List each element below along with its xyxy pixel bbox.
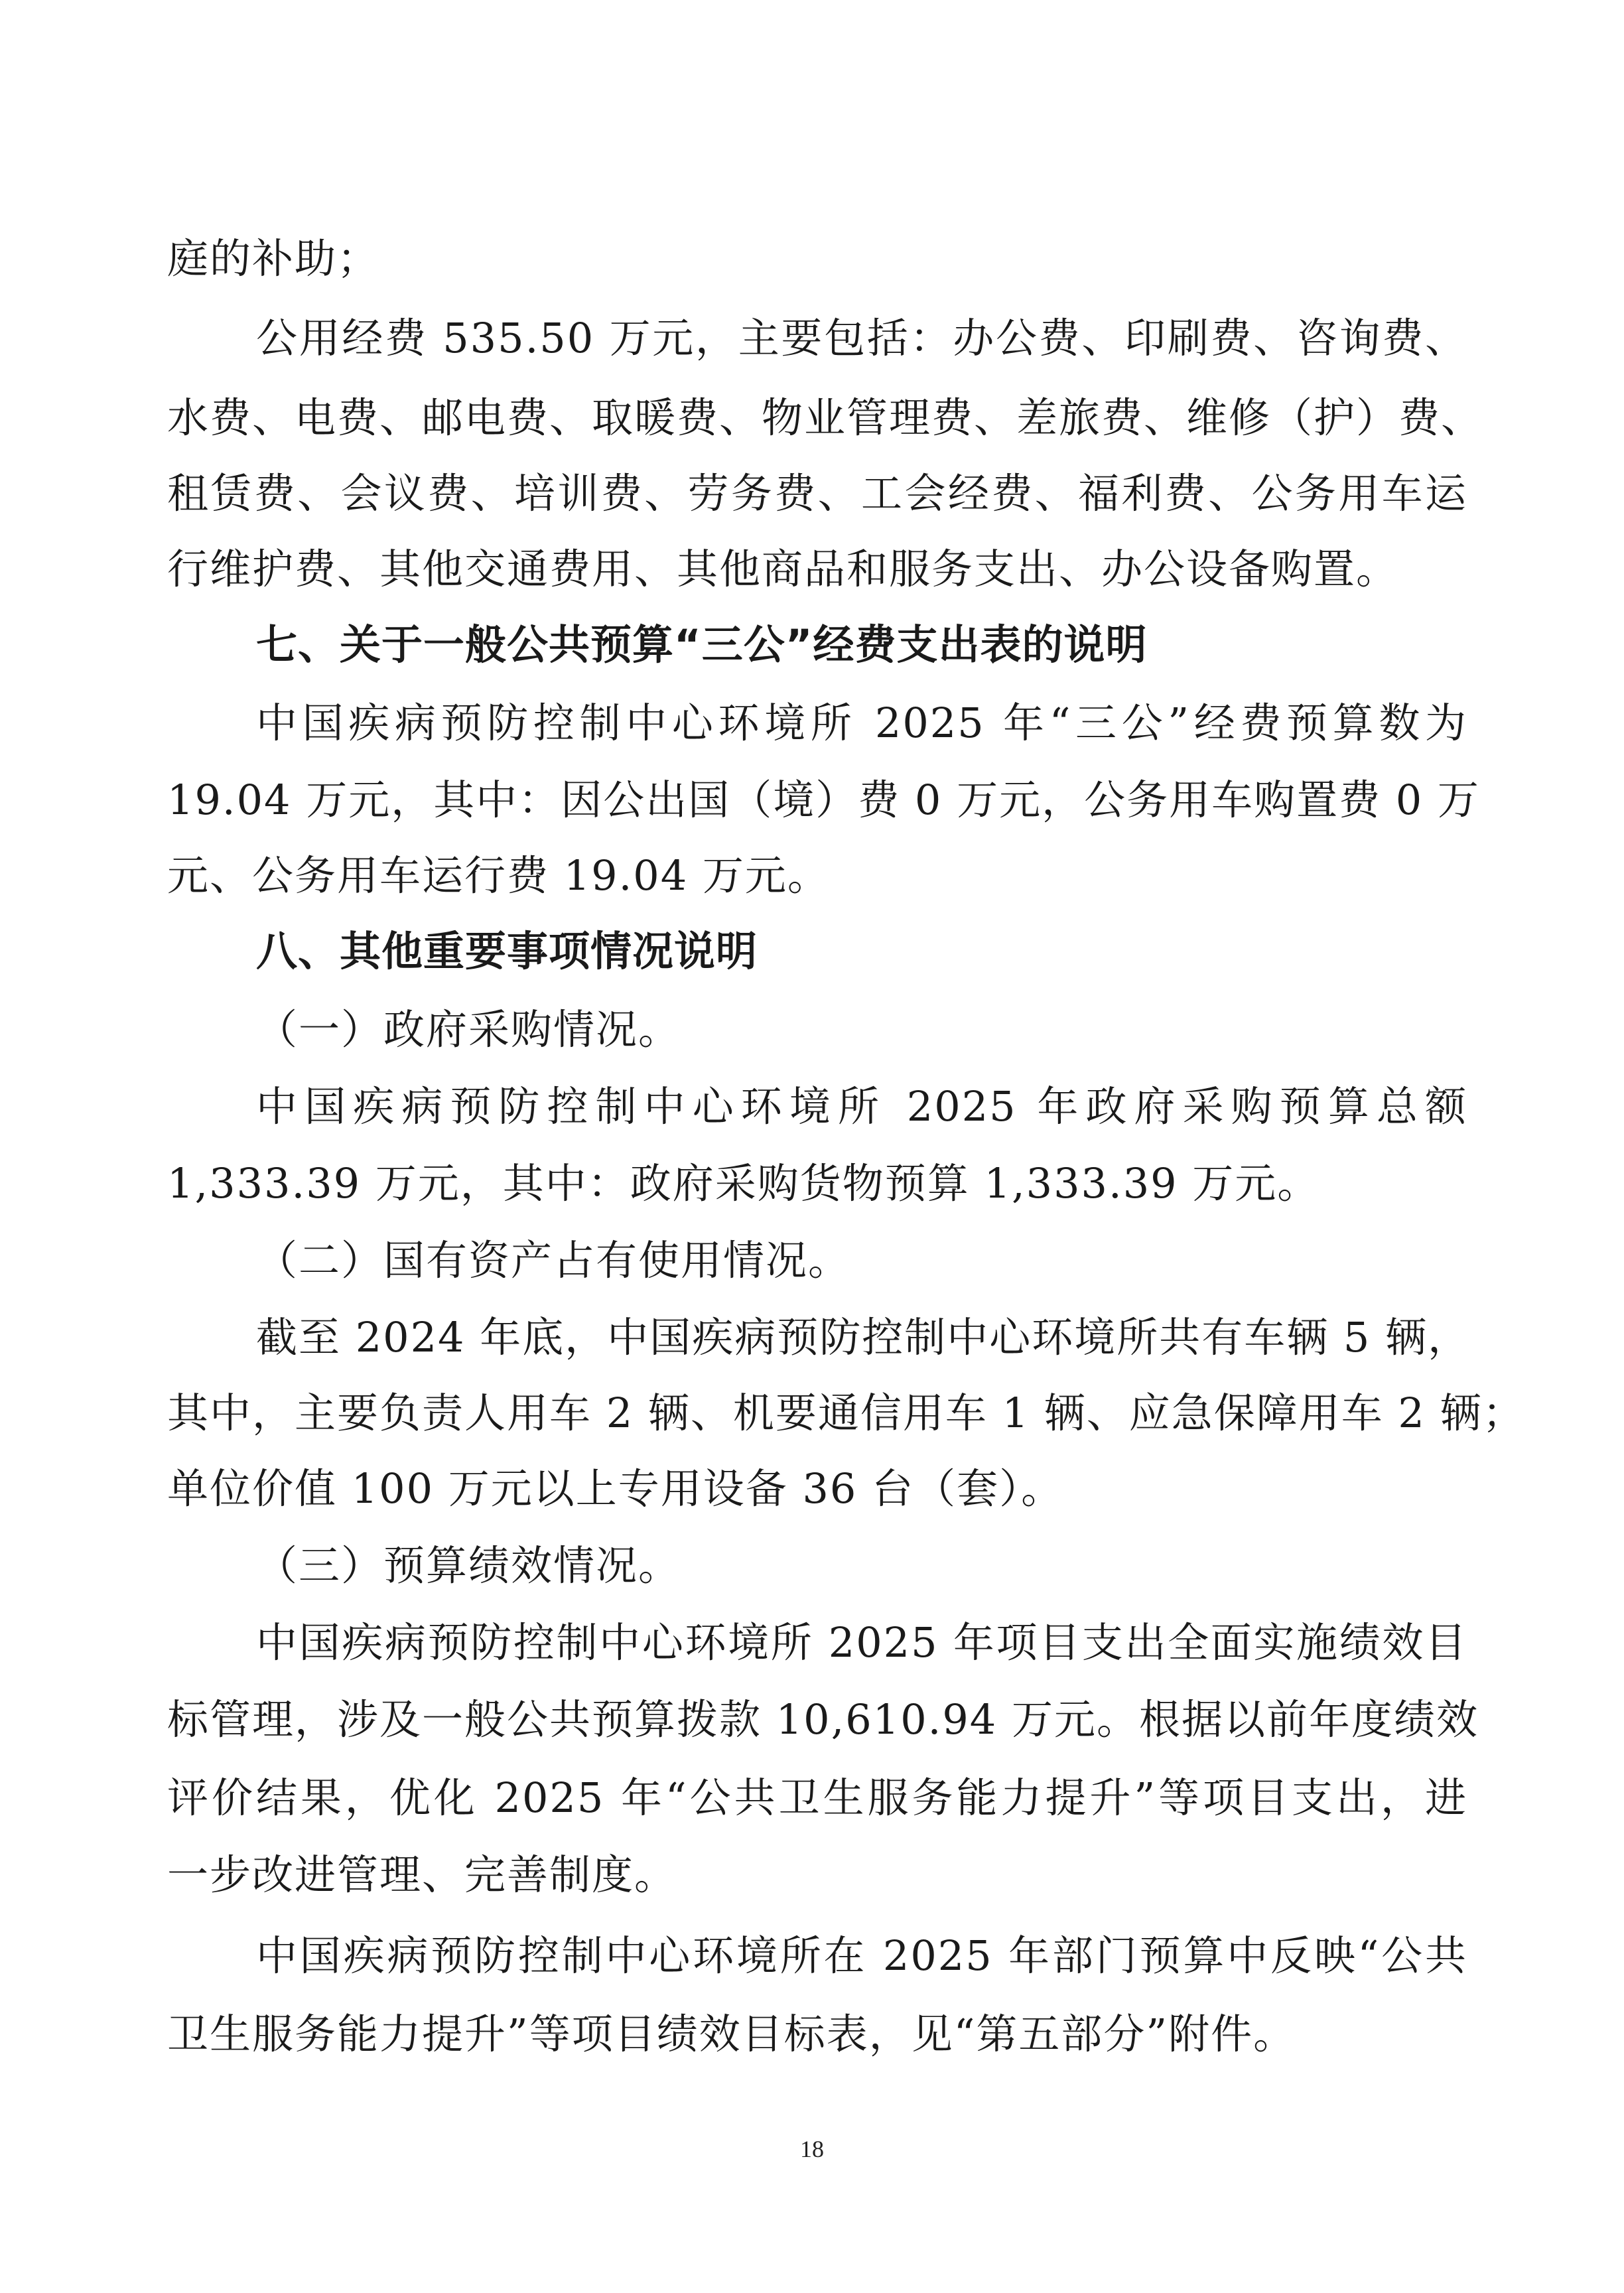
subsection-heading: （二）国有资产占有使用情况。: [256, 1236, 851, 1285]
paragraph-line: 元、公务用车运行费 19.04 万元。: [167, 851, 830, 900]
page-number: 18: [800, 2136, 824, 2162]
paragraph-line: 水费、电费、邮电费、取暖费、物业管理费、差旅费、维修（护）费、: [167, 393, 1484, 442]
subsection-heading: （三）预算绩效情况。: [256, 1541, 681, 1590]
paragraph-line: 1,333.39 万元，其中：政府采购货物预算 1,333.39 万元。: [167, 1159, 1320, 1208]
paragraph-line: 单位价值 100 万元以上专用设备 36 台（套）。: [167, 1464, 1064, 1513]
paragraph-line: 庭的补助；: [167, 234, 380, 283]
section-heading: 七、关于一般公共预算“三公”经费支出表的说明: [256, 620, 1148, 669]
paragraph-line: 公用经费 535.50 万元，主要包括：办公费、印刷费、咨询费、: [256, 314, 1467, 362]
paragraph-line: 标管理，涉及一般公共预算拨款 10,610.94 万元。根据以前年度绩效: [167, 1695, 1479, 1744]
paragraph-line: 中国疾病预防控制中心环境所 2025 年“三公”经费预算数为: [256, 699, 1467, 747]
paragraph-line: 截至 2024 年底，中国疾病预防控制中心环境所共有车辆 5 辆，: [256, 1313, 1471, 1361]
paragraph-line: 中国疾病预防控制中心环境所 2025 年政府采购预算总额: [256, 1082, 1467, 1131]
paragraph-line: 评价结果，优化 2025 年“公共卫生服务能力提升”等项目支出，进: [167, 1773, 1467, 1822]
paragraph-line: 中国疾病预防控制中心环境所 2025 年项目支出全面实施绩效目: [256, 1618, 1467, 1667]
paragraph-line: 19.04 万元，其中：因公出国（境）费 0 万元，公务用车购置费 0 万: [167, 776, 1480, 824]
paragraph-line: 卫生服务能力提升”等项目绩效目标表，见“第五部分”附件。: [167, 2010, 1296, 2058]
section-heading: 八、其他重要事项情况说明: [256, 927, 758, 975]
paragraph-line: 一步改进管理、完善制度。: [167, 1850, 677, 1899]
paragraph-line: 其中，主要负责人用车 2 辆、机要通信用车 1 辆、应急保障用车 2 辆；: [167, 1389, 1525, 1437]
paragraph-line: 租赁费、会议费、培训费、劳务费、工会经费、福利费、公务用车运: [167, 469, 1467, 518]
paragraph-line: 行维护费、其他交通费用、其他商品和服务支出、办公设备购置。: [167, 545, 1399, 593]
paragraph-line: 中国疾病预防控制中心环境所在 2025 年部门预算中反映“公共: [256, 1931, 1467, 1980]
subsection-heading: （一）政府采购情况。: [256, 1005, 681, 1054]
